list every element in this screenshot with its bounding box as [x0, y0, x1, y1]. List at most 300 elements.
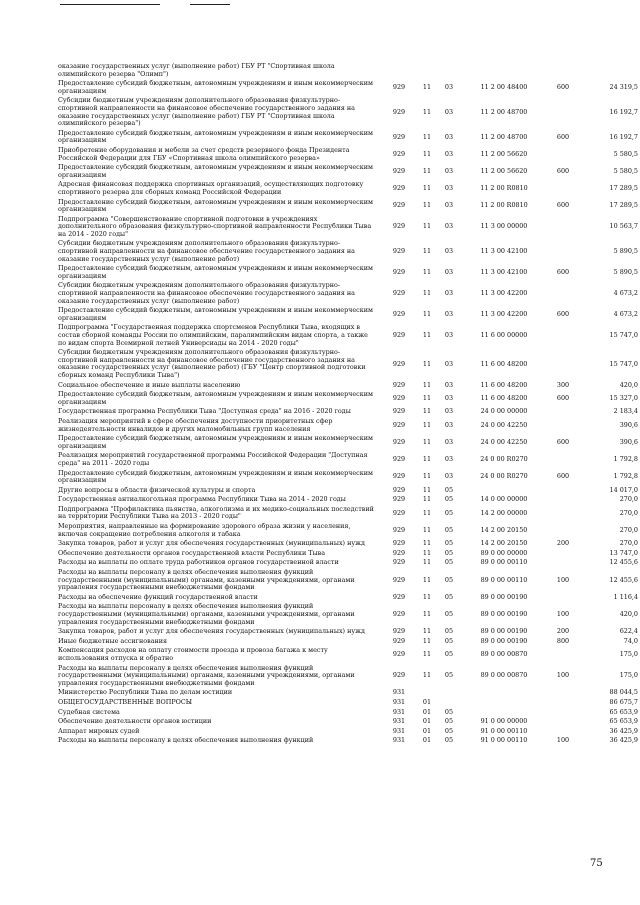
expense-type-code [548, 96, 578, 128]
row-name: Субсидии бюджетным учреждениям дополнительного образования физкультурно-спортивной направленности на финансовое обеспечение государственного задания на оказание государственных услуг (выполнение работ) [58, 239, 355, 263]
subsection-code: 03 [444, 420, 454, 429]
grbs-code: 931 [392, 697, 406, 706]
header-rule-2 [190, 4, 230, 5]
section-code: 11 [422, 525, 432, 534]
table-row [58, 717, 638, 727]
row-amount: 65 653,9 [609, 707, 638, 716]
grbs-code: 931 [392, 726, 406, 735]
grbs-code: 929 [392, 289, 406, 298]
row-name: Подпрограмма "Профилактика пьянства, алкоголизма и их медико-социальных последствий на территории Республики Тыва на 2013 - 2020 годы" [58, 504, 374, 521]
section-code: 11 [422, 247, 432, 256]
subsection-code: 03 [444, 310, 454, 319]
section-code: 11 [422, 166, 432, 175]
section-code: 11 [422, 420, 432, 429]
row-amount: 13 747,0 [609, 548, 638, 557]
grbs-code: 929 [392, 575, 406, 584]
subsection-code: 03 [444, 455, 454, 464]
row-amount [578, 62, 638, 79]
row-amount: 622,4 [619, 627, 638, 636]
target-article-code: 14 2 00 00000 [480, 508, 528, 517]
row-amount: 270,0 [619, 495, 638, 504]
grbs-code: 931 [392, 688, 406, 697]
row-name: Расходы на обеспечение функций государственной власти [58, 592, 258, 601]
row-name: Государственная антиалкогольная программа Республики Тыва на 2014 - 2020 годы [58, 495, 346, 504]
row-name: ОБЩЕГОСУДАРСТВЕННЫЕ ВОПРОСЫ [58, 697, 193, 706]
expense-type-code [548, 451, 578, 468]
subsection-code: 03 [444, 331, 454, 339]
table-row [58, 637, 638, 647]
row-name: Закупка товаров, работ и услуг для обеспечения государственных (муниципальных) нужд [58, 539, 365, 548]
row-amount: 5 890,5 [613, 268, 638, 277]
target-article-code: 11 6 00 48200 [480, 359, 528, 368]
section-code: 11 [422, 107, 432, 116]
section-code: 01 [422, 697, 432, 706]
table-row [58, 129, 638, 146]
section-code: 11 [422, 610, 432, 618]
subsection-code: 03 [444, 201, 454, 210]
section-code: 11 [422, 539, 432, 548]
row-name: Судебная система [58, 707, 120, 716]
row-name: Компенсация расходов на оплату стоимости проезда и провоза багажа к месту использования отпуска и обратно [58, 646, 328, 662]
expense-type-code [548, 417, 578, 434]
row-amount: 4 673,2 [613, 289, 638, 298]
expense-type-code [548, 62, 578, 79]
table-row [58, 434, 638, 451]
table-row [58, 727, 638, 737]
table-row [58, 239, 638, 264]
grbs-code: 929 [392, 420, 406, 429]
target-article-code: 89 0 00 00870 [480, 671, 528, 680]
grbs-code: 929 [392, 636, 406, 645]
row-amount: 16 192,7 [609, 107, 638, 116]
row-name: Обеспечение деятельности органов юстиции [58, 717, 212, 726]
grbs-code: 929 [392, 627, 406, 636]
subsection-code: 05 [444, 717, 454, 726]
expense-type-code [548, 146, 578, 163]
expense-type-code [548, 215, 578, 240]
row-name: Реализация мероприятий в сфере обеспечения доступности приоритетных сфер жизнедеятельности инвалидов и других маломобильных групп населения [58, 416, 333, 433]
subsection-code: 05 [444, 525, 454, 534]
section-code: 11 [422, 289, 432, 298]
target-article-code: 89 0 00 00110 [480, 575, 528, 584]
expense-type-code [548, 495, 578, 505]
header-rule [60, 4, 160, 5]
budget-table-body [58, 62, 638, 746]
table-row [58, 593, 638, 603]
table-row [58, 281, 638, 306]
subsection-code: 05 [444, 575, 454, 584]
expense-type-code [548, 239, 578, 264]
subsection-code: 03 [444, 289, 454, 298]
row-name: Расходы на выплаты персоналу в целях обеспечения выполнения функций государственными (муниципальными) органами, казенными учреждениями, органами управления государственными внебюджетными фондами [58, 568, 355, 592]
page-number: 75 [590, 858, 603, 869]
section-code: 11 [422, 437, 432, 446]
target-article-code: 89 0 00 00190 [480, 636, 528, 645]
target-article-code: 11 2 00 48400 [480, 82, 528, 91]
target-article-code: 91 0 00 00110 [480, 726, 528, 735]
row-amount: 420,0 [619, 610, 638, 618]
row-amount: 36 425,9 [609, 726, 638, 735]
section-code: 11 [422, 508, 432, 517]
grbs-code: 929 [392, 610, 406, 618]
table-row [58, 180, 638, 197]
grbs-code: 929 [392, 592, 406, 601]
table-row [58, 664, 638, 689]
row-name: Закупка товаров, работ и услуг для обеспечения государственных (муниципальных) нужд [58, 627, 365, 636]
section-code [416, 62, 438, 79]
subsection-code: 05 [444, 495, 454, 504]
row-name: оказание государственных услуг (выполнение работ) ГБУ РТ "Спортивная школа олимпийского резерва "Олимп") [58, 62, 335, 78]
row-amount: 17 289,5 [609, 201, 638, 210]
expense-type-code: 600 [556, 393, 570, 402]
target-article-code [460, 688, 548, 698]
target-article-code [460, 486, 548, 496]
row-amount: 15 747,0 [609, 359, 638, 368]
section-code: 11 [422, 380, 432, 389]
row-name: Иные бюджетные ассигнования [58, 636, 168, 645]
grbs-code: 929 [392, 82, 406, 91]
expense-type-code [548, 558, 578, 568]
table-row [58, 198, 638, 215]
row-name: Предоставление субсидий бюджетным, автономным учреждениям и иным некоммерческим организациям [58, 79, 373, 95]
row-name: Субсидии бюджетным учреждениям дополнительного образования физкультурно-спортивной направленности на финансовое обеспечение государственного задания на оказание государственных услуг (выполнение работ) [58, 281, 355, 305]
table-row [58, 469, 638, 486]
section-code: 11 [422, 558, 432, 567]
target-article-code [460, 708, 548, 718]
target-article-code: 11 6 00 48200 [480, 380, 528, 389]
section-code: 11 [422, 650, 432, 659]
table-row [58, 495, 638, 505]
expense-type-code [548, 688, 578, 698]
subsection-code: 05 [444, 627, 454, 636]
section-code: 01 [422, 707, 432, 716]
target-article-code: 89 0 00 00190 [480, 592, 528, 601]
subsection-code: 03 [444, 149, 454, 158]
table-row [58, 146, 638, 163]
grbs-code: 929 [392, 149, 406, 158]
grbs-code: 929 [392, 671, 406, 680]
section-code: 11 [422, 331, 432, 339]
row-name: Субсидии бюджетным учреждениям дополнительного образования физкультурно-спортивной направленности на финансовое обеспечение государственного задания на оказание государственных услуг (выполнение работ) ГБУ РТ "Спортивная школа олимпийского резерва") [58, 96, 355, 128]
target-article-code: 11 3 00 42100 [480, 247, 528, 256]
expense-type-code: 600 [556, 472, 570, 481]
target-article-code: 24 0 00 00000 [480, 407, 528, 416]
grbs-code: 929 [392, 539, 406, 548]
table-row [58, 602, 638, 627]
table-row [58, 708, 638, 718]
table-row [58, 451, 638, 468]
expense-type-code: 200 [556, 627, 570, 636]
row-amount: 36 425,9 [609, 736, 638, 745]
subsection-code: 03 [444, 222, 454, 231]
expense-type-code [548, 727, 578, 737]
grbs-code: 929 [392, 525, 406, 534]
row-name: Подпрограмма "Государственная поддержка спортсменов Республики Тыва, входящих в состав сборной команды России по олимпийским, паралимпийским видам спорта, а также по видам спорта Всемирной летней Универсиады на 2014 - 2020 годы" [58, 323, 368, 347]
expense-type-code: 100 [556, 575, 570, 584]
table-row [58, 163, 638, 180]
expense-type-code [548, 505, 578, 522]
section-code: 11 [422, 495, 432, 504]
row-name: Предоставление субсидий бюджетным, автономным учреждениям и иным некоммерческим организациям [58, 390, 373, 406]
grbs-code: 931 [392, 717, 406, 726]
table-row [58, 417, 638, 434]
target-article-code [460, 698, 548, 708]
expense-type-code: 600 [556, 82, 570, 91]
table-row [58, 79, 638, 96]
subsection-code: 05 [444, 726, 454, 735]
section-code: 11 [422, 407, 432, 416]
table-row [58, 323, 638, 348]
grbs-code: 929 [392, 650, 406, 659]
row-name: Приобретение оборудования и мебели за счет средств резервного фонда Президента Российской Федерации для ГБУ «Спортивная школа олимпийского резерва» [58, 145, 350, 162]
grbs-code: 929 [392, 508, 406, 517]
row-amount: 2 183,4 [613, 407, 638, 416]
grbs-code: 929 [392, 166, 406, 175]
target-article-code: 11 6 00 48200 [480, 393, 528, 402]
expense-type-code: 600 [556, 268, 570, 277]
row-amount: 14 017,0 [609, 485, 638, 494]
row-amount: 5 580,5 [613, 166, 638, 175]
row-name: Предоставление субсидий бюджетным, автономным учреждениям и иным некоммерческим организациям [58, 264, 373, 280]
subsection-code: 05 [444, 671, 454, 680]
grbs-code: 929 [392, 495, 406, 504]
row-name: Предоставление субсидий бюджетным, автономным учреждениям и иным некоммерческим организациям [58, 468, 373, 485]
row-amount: 88 044,5 [609, 688, 638, 697]
table-row [58, 627, 638, 637]
target-article-code: 11 2 00 56620 [480, 149, 528, 158]
expense-type-code [548, 522, 578, 539]
row-amount: 15 747,0 [609, 331, 638, 339]
section-code: 11 [422, 393, 432, 402]
row-amount: 5 580,5 [613, 149, 638, 158]
table-row [58, 698, 638, 708]
subsection-code: 03 [444, 107, 454, 116]
row-name: Другие вопросы в области физической культуры и спорта [58, 485, 256, 494]
target-article-code: 24 0 00 R0270 [480, 472, 528, 481]
subsection-code: 03 [444, 407, 454, 416]
row-name: Государственная программа Республики Тыва "Доступная среда" на 2016 - 2020 годы [58, 407, 351, 416]
target-article-code: 11 3 00 00000 [480, 222, 528, 231]
section-code: 11 [422, 268, 432, 277]
section-code: 11 [422, 82, 432, 91]
subsection-code: 05 [444, 636, 454, 645]
table-row [58, 558, 638, 568]
row-name: Мероприятия, направленные на формирование здорового образа жизни у населения, включая сокращение потребления алкоголя и табака [58, 522, 351, 538]
section-code [416, 688, 438, 698]
row-amount: 12 455,6 [609, 558, 638, 567]
grbs-code: 929 [392, 184, 406, 193]
row-amount: 12 455,6 [609, 575, 638, 584]
target-article-code: 89 0 00 00870 [480, 650, 528, 659]
grbs-code: 931 [392, 736, 406, 745]
expense-type-code [548, 486, 578, 496]
table-row [58, 306, 638, 323]
target-article-code: 91 0 00 00000 [480, 717, 528, 726]
subsection-code: 05 [444, 650, 454, 659]
grbs-code: 929 [392, 455, 406, 464]
grbs-code [382, 62, 416, 79]
grbs-code: 929 [392, 472, 406, 481]
row-amount: 65 653,9 [609, 717, 638, 726]
expense-type-code [548, 180, 578, 197]
subsection-code: 03 [444, 268, 454, 277]
subsection-code: 05 [444, 548, 454, 557]
row-amount: 270,0 [619, 539, 638, 548]
grbs-code: 929 [392, 407, 406, 416]
grbs-code: 929 [392, 437, 406, 446]
expense-type-code [548, 708, 578, 718]
row-amount: 1 116,4 [613, 592, 638, 601]
section-code: 11 [422, 201, 432, 210]
target-article-code: 11 3 00 42100 [480, 268, 528, 277]
row-name: Министерство Республики Тыва по делам юстиции [58, 688, 233, 697]
row-name: Социальное обеспечение и иные выплаты населению [58, 380, 241, 389]
grbs-code: 929 [392, 393, 406, 402]
row-amount: 175,0 [619, 671, 638, 680]
table-row [58, 539, 638, 549]
row-amount: 270,0 [619, 525, 638, 534]
target-article-code: 14 2 00 20150 [480, 539, 528, 548]
row-amount: 420,0 [619, 380, 638, 389]
table-row [58, 736, 638, 746]
section-code: 11 [422, 627, 432, 636]
target-article-code: 11 2 00 R0810 [480, 184, 528, 193]
row-name: Подпрограмма "Совершенствование спортивной подготовки в учреждениях дополнительного образования физкультурно-спортивной направленности Республики Тыва на 2014 - 2020 годы" [58, 214, 372, 238]
subsection-code: 03 [444, 132, 454, 141]
grbs-code: 929 [392, 268, 406, 277]
grbs-code: 929 [392, 331, 406, 339]
target-article-code: 24 0 00 R0270 [480, 455, 528, 464]
section-code: 01 [422, 726, 432, 735]
subsection-code: 03 [444, 472, 454, 481]
row-amount: 15 327,0 [609, 393, 638, 402]
grbs-code: 929 [392, 107, 406, 116]
target-article-code: 91 0 00 00110 [480, 736, 528, 745]
subsection-code: 05 [444, 558, 454, 567]
section-code: 11 [422, 592, 432, 601]
subsection-code: 03 [444, 437, 454, 446]
grbs-code: 929 [392, 558, 406, 567]
table-row [58, 264, 638, 281]
target-article-code: 11 2 00 48700 [480, 132, 528, 141]
target-article-code: 11 2 00 48700 [480, 107, 528, 116]
expense-type-code: 100 [556, 610, 570, 618]
section-code: 11 [422, 310, 432, 319]
grbs-code: 929 [392, 310, 406, 319]
expense-type-code [548, 323, 578, 348]
target-article-code: 11 3 00 42200 [480, 289, 528, 298]
expense-type-code: 600 [556, 437, 570, 446]
grbs-code: 929 [392, 548, 406, 557]
section-code: 11 [422, 548, 432, 557]
target-article-code: 14 2 00 20150 [480, 525, 528, 534]
target-article-code: 89 0 00 00000 [480, 548, 528, 557]
table-row [58, 62, 638, 79]
row-amount: 16 192,7 [609, 132, 638, 141]
subsection-code: 03 [444, 82, 454, 91]
row-name: Расходы на выплаты персоналу в целях обеспечения выполнения функций [58, 736, 314, 745]
target-article-code: 11 6 00 00000 [480, 331, 528, 339]
row-name: Обеспечение деятельности органов государственной власти Республики Тыва [58, 548, 326, 557]
expense-type-code: 200 [556, 539, 570, 548]
expense-type-code [548, 593, 578, 603]
expense-type-code: 100 [556, 671, 570, 680]
expense-type-code: 600 [556, 166, 570, 175]
target-article-code: 11 2 00 R0810 [480, 201, 528, 210]
subsection-code: 05 [444, 736, 454, 745]
row-amount: 270,0 [619, 508, 638, 517]
target-article-code [460, 62, 548, 79]
expense-type-code [548, 348, 578, 380]
table-row [58, 549, 638, 559]
row-amount: 175,0 [619, 650, 638, 659]
grbs-code: 929 [392, 132, 406, 141]
grbs-code: 929 [392, 380, 406, 389]
expense-type-code [548, 281, 578, 306]
subsection-code: 05 [444, 485, 454, 494]
row-amount: 1 792,8 [613, 472, 638, 481]
row-amount: 86 675,7 [609, 697, 638, 706]
section-code: 11 [422, 636, 432, 645]
row-name: Адресная финансовая поддержка спортивных организаций, осуществляющих подготовку спортивного резерва для сборных команд Российской Федерации [58, 180, 364, 196]
target-article-code: 89 0 00 00190 [480, 627, 528, 636]
row-amount: 24 319,5 [609, 82, 638, 91]
table-row [58, 390, 638, 407]
expense-type-code: 600 [556, 132, 570, 141]
row-name: Предоставление субсидий бюджетным, автономным учреждениям и иным некоммерческим организациям [58, 128, 373, 145]
subsection-code: 03 [444, 184, 454, 193]
section-code: 11 [422, 359, 432, 368]
row-amount: 390,6 [619, 437, 638, 446]
target-article-code: 24 0 00 42250 [480, 420, 528, 429]
grbs-code: 929 [392, 359, 406, 368]
subsection-code: 03 [444, 247, 454, 256]
expense-type-code: 600 [556, 201, 570, 210]
row-name: Расходы на выплаты по оплате труда работников органов государственной власти [58, 558, 339, 567]
row-name: Предоставление субсидий бюджетным, автономным учреждениям и иным некоммерческим организациям [58, 197, 373, 214]
table-row [58, 96, 638, 128]
expense-type-code: 100 [556, 736, 570, 745]
expense-type-code [548, 549, 578, 559]
row-name: Реализация мероприятий государственной программы Российской Федерации "Доступная среда" на 2011 - 2020 годы [58, 451, 368, 467]
row-name: Предоставление субсидий бюджетным, автономным учреждениям и иным некоммерческим организациям [58, 306, 373, 322]
section-code: 11 [422, 455, 432, 464]
expense-type-code: 600 [556, 310, 570, 319]
section-code: 11 [422, 575, 432, 584]
table-row [58, 348, 638, 380]
target-article-code: 11 3 00 42200 [480, 310, 528, 319]
expense-type-code [548, 646, 578, 663]
section-code: 11 [422, 485, 432, 494]
table-row [58, 522, 638, 539]
subsection-code: 03 [444, 393, 454, 402]
subsection-code: 03 [444, 359, 454, 368]
grbs-code: 929 [392, 201, 406, 210]
row-amount: 74,0 [623, 636, 638, 645]
grbs-code: 929 [392, 485, 406, 494]
subsection-code: 05 [444, 539, 454, 548]
grbs-code: 929 [392, 222, 406, 231]
grbs-code: 931 [392, 707, 406, 716]
section-code: 11 [422, 149, 432, 158]
table-row [58, 381, 638, 391]
target-article-code: 14 0 00 00000 [480, 495, 528, 504]
target-article-code: 89 0 00 00190 [480, 610, 528, 618]
expense-type-code: 800 [556, 636, 570, 645]
subsection-code [438, 62, 460, 79]
subsection-code: 05 [444, 707, 454, 716]
grbs-code: 929 [392, 247, 406, 256]
